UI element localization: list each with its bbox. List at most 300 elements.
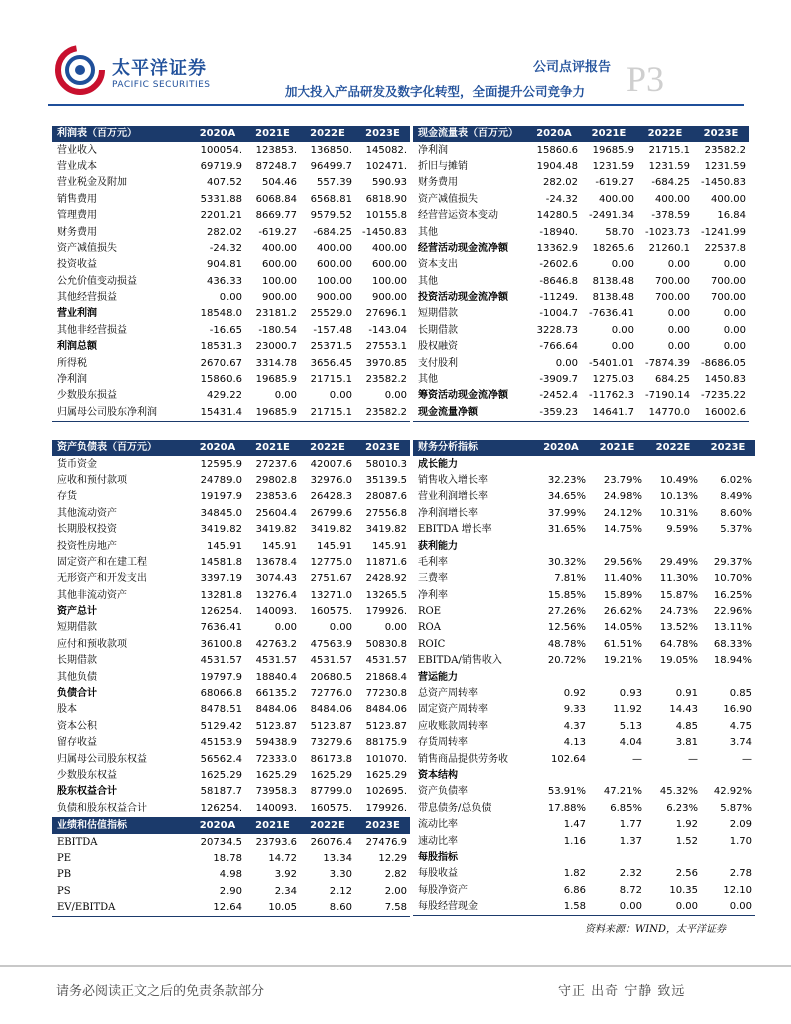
cell-value: 1.92 bbox=[675, 819, 698, 831]
cell-value: 14.75% bbox=[603, 524, 642, 536]
cell-value: 5.87% bbox=[720, 802, 752, 814]
cell-value: 15860.6 bbox=[536, 144, 578, 156]
row-label: EBITDA bbox=[57, 836, 98, 848]
row-label: 归属母公司股东净利润 bbox=[52, 405, 190, 422]
cell-value: 0.00 bbox=[667, 324, 690, 336]
cell-value: 0.85 bbox=[729, 688, 752, 700]
table-row bbox=[52, 274, 410, 290]
income-statement-table bbox=[52, 126, 410, 422]
cell-value: 23853.6 bbox=[255, 491, 297, 503]
table-row bbox=[413, 192, 749, 208]
cell-value: -1450.83 bbox=[362, 226, 407, 238]
cell-value: 12.56% bbox=[547, 622, 586, 634]
row-label: 销售收入增长率 bbox=[418, 474, 488, 486]
table-title: 财务分析指标 bbox=[413, 440, 533, 456]
cell-value: 2751.67 bbox=[310, 573, 352, 585]
column-header: 2020A bbox=[527, 126, 581, 142]
column-header: 2021E bbox=[245, 818, 300, 834]
cell-value: 16.90 bbox=[723, 704, 752, 716]
table-row bbox=[413, 850, 755, 866]
cell-value: 58010.3 bbox=[365, 458, 407, 470]
cell-value: 1450.83 bbox=[704, 374, 746, 386]
cell-value bbox=[589, 850, 645, 866]
table-header-row bbox=[52, 818, 410, 834]
row-label: 每股指标 bbox=[418, 851, 458, 863]
cell-value: 6568.81 bbox=[310, 193, 352, 205]
cell-value: 6.86 bbox=[563, 884, 586, 896]
table-row bbox=[413, 175, 749, 191]
cell-value: 2.34 bbox=[274, 885, 297, 897]
table-row bbox=[52, 637, 410, 653]
column-header: 2022E bbox=[637, 126, 693, 142]
cell-value: 29802.8 bbox=[255, 474, 297, 486]
cell-value: 24.98% bbox=[603, 491, 642, 503]
row-label: 财务费用 bbox=[418, 177, 458, 189]
row-label: 净利润 bbox=[57, 374, 87, 386]
table-row bbox=[52, 142, 410, 158]
cell-value: 4531.57 bbox=[200, 655, 242, 667]
row-label: 带息债务/总负债 bbox=[418, 802, 492, 814]
row-label: 长期借款 bbox=[57, 655, 97, 667]
table-row bbox=[52, 604, 410, 620]
cell-value: 45.32% bbox=[659, 786, 698, 798]
cell-value: 100.00 bbox=[372, 275, 407, 287]
cell-value: 282.02 bbox=[543, 177, 578, 189]
cell-value: 0.93 bbox=[619, 688, 642, 700]
cell-value: 1275.03 bbox=[592, 374, 634, 386]
cell-value: 10.49% bbox=[659, 474, 698, 486]
cell-value: 14641.7 bbox=[581, 405, 637, 422]
cell-value: 68.33% bbox=[713, 638, 752, 650]
table-row bbox=[413, 405, 749, 422]
table-row bbox=[52, 506, 410, 522]
table-row bbox=[413, 604, 755, 620]
row-label: 速动比率 bbox=[418, 835, 458, 847]
cell-value bbox=[589, 768, 645, 784]
cell-value: -18940. bbox=[539, 226, 578, 238]
cell-value: 400.00 bbox=[599, 193, 634, 205]
cell-value: 0.00 bbox=[384, 390, 407, 402]
table-row bbox=[52, 784, 410, 800]
row-label: 资产总计 bbox=[57, 606, 97, 618]
cell-value: 16002.6 bbox=[693, 405, 749, 422]
table-row bbox=[413, 159, 749, 175]
cell-value: 0.00 bbox=[723, 308, 746, 320]
cell-value: — bbox=[632, 753, 642, 765]
table-row bbox=[52, 735, 410, 751]
cell-value: 8.60 bbox=[300, 900, 355, 917]
cell-value: 24.73% bbox=[659, 606, 698, 618]
table-header-row bbox=[52, 126, 410, 142]
table-row bbox=[52, 900, 410, 917]
cell-value: 13.52% bbox=[659, 622, 698, 634]
cell-value: -157.48 bbox=[313, 324, 352, 336]
cell-value: 10.05 bbox=[245, 900, 300, 917]
cell-value: 700.00 bbox=[655, 275, 690, 287]
table-row bbox=[413, 290, 749, 306]
table-title: 现金流量表（百万元） bbox=[413, 126, 527, 142]
cell-value: 0.00 bbox=[611, 324, 634, 336]
cell-value bbox=[533, 669, 589, 685]
cell-value: -24.32 bbox=[545, 193, 578, 205]
row-label: 净利润 bbox=[418, 144, 448, 156]
cell-value: -5401.01 bbox=[589, 357, 634, 369]
company-logo bbox=[52, 42, 252, 102]
table-row bbox=[52, 159, 410, 175]
cell-value: 26799.6 bbox=[310, 507, 352, 519]
cell-value: 1.37 bbox=[619, 835, 642, 847]
table-title: 利润表（百万元） bbox=[52, 126, 190, 142]
row-label: EBITDA 增长率 bbox=[418, 524, 492, 536]
table-row bbox=[413, 768, 755, 784]
cell-value: 123853. bbox=[255, 144, 297, 156]
row-label: 成长能力 bbox=[418, 458, 458, 470]
table-row bbox=[413, 274, 749, 290]
row-label: 投资活动现金流净额 bbox=[418, 292, 508, 304]
table-row bbox=[413, 801, 755, 817]
cell-value: 64.78% bbox=[659, 638, 698, 650]
cell-value: 160575. bbox=[300, 801, 355, 818]
cell-value: -619.27 bbox=[258, 226, 297, 238]
header-divider bbox=[48, 104, 744, 106]
cell-value: 3.30 bbox=[329, 869, 352, 881]
cell-value: 1625.29 bbox=[200, 770, 242, 781]
cell-value: 27696.1 bbox=[365, 308, 407, 320]
row-label: 其他经营损益 bbox=[57, 292, 117, 304]
valuation-metrics-table bbox=[52, 818, 410, 917]
cell-value: 25604.4 bbox=[255, 507, 297, 519]
cell-value: 160575. bbox=[310, 606, 352, 618]
row-label: 资产减值损失 bbox=[418, 193, 478, 205]
cell-value: 11.30% bbox=[659, 573, 698, 585]
cell-value bbox=[533, 538, 589, 554]
data-source-note: 资料来源：WIND，太平洋证券 bbox=[585, 924, 726, 935]
cell-value: 48.78% bbox=[547, 638, 586, 650]
cell-value: 27237.6 bbox=[255, 458, 297, 470]
cell-value: 21715.1 bbox=[310, 374, 352, 386]
row-label: 利润总额 bbox=[57, 341, 97, 353]
row-label: 存货 bbox=[57, 491, 77, 503]
row-label: 其他非流动资产 bbox=[57, 589, 127, 601]
table-row bbox=[413, 702, 755, 718]
cell-value: 102695. bbox=[365, 786, 407, 798]
table-row bbox=[52, 653, 410, 669]
cell-value: 100054. bbox=[200, 144, 242, 156]
cell-value: -8686.05 bbox=[701, 357, 746, 369]
company-motto: 守正 出奇 宁静 致远 bbox=[558, 984, 686, 999]
cell-value: 96499.7 bbox=[310, 160, 352, 172]
cell-value: 1904.48 bbox=[536, 160, 578, 172]
table-row bbox=[52, 224, 410, 240]
cell-value: 6.23% bbox=[666, 802, 698, 814]
table-row bbox=[413, 506, 755, 522]
cell-value: 0.00 bbox=[723, 259, 746, 271]
row-label: 负债和股东权益合计 bbox=[52, 801, 190, 818]
cell-value: 900.00 bbox=[372, 292, 407, 304]
cell-value: 15431.4 bbox=[190, 405, 245, 422]
table-row bbox=[413, 784, 755, 800]
cell-value: 1.47 bbox=[563, 819, 586, 831]
table-row bbox=[52, 405, 410, 422]
cell-value: -1241.99 bbox=[701, 226, 746, 238]
row-label: 营业收入 bbox=[57, 144, 97, 156]
row-label: 资本支出 bbox=[418, 259, 458, 271]
cell-value: 37.99% bbox=[547, 507, 586, 519]
cell-value: 900.00 bbox=[317, 292, 352, 304]
row-label: 长期股权投资 bbox=[57, 524, 117, 536]
cell-value: 6818.90 bbox=[365, 193, 407, 205]
cell-value: -619.27 bbox=[595, 177, 634, 189]
cell-value: 21715.1 bbox=[648, 144, 690, 156]
row-label: 其他负债 bbox=[57, 671, 97, 683]
cell-value: -7636.41 bbox=[589, 308, 634, 320]
cell-value: 3419.82 bbox=[200, 524, 242, 536]
cell-value bbox=[645, 669, 701, 685]
cell-value bbox=[533, 456, 589, 472]
cell-value: 13271.0 bbox=[310, 589, 352, 601]
cell-value: 0.91 bbox=[675, 688, 698, 700]
cell-value: 684.25 bbox=[655, 374, 690, 386]
row-label: 经营营运资本变动 bbox=[418, 210, 498, 222]
cell-value: 1.52 bbox=[675, 835, 698, 847]
table-row bbox=[413, 208, 749, 224]
row-label: 三费率 bbox=[418, 573, 448, 585]
cell-value: 0.00 bbox=[555, 357, 578, 369]
disclaimer-note: 请务必阅读正文之后的免责条款部分 bbox=[56, 984, 265, 999]
column-header: 2022E bbox=[300, 126, 355, 142]
table-header-row bbox=[413, 440, 755, 456]
cell-value: 19.05% bbox=[659, 655, 698, 667]
table-row bbox=[413, 372, 749, 388]
cell-value: — bbox=[688, 753, 698, 765]
cell-value: -1004.7 bbox=[539, 308, 578, 320]
cell-value: 34845.0 bbox=[200, 507, 242, 519]
row-label: 经营活动现金流净额 bbox=[418, 242, 508, 254]
cell-value: 429.22 bbox=[207, 390, 242, 402]
cell-value: 59438.9 bbox=[255, 737, 297, 749]
cell-value: -1023.73 bbox=[645, 226, 690, 238]
table-row bbox=[413, 735, 755, 751]
row-label: 存货周转率 bbox=[418, 737, 468, 749]
cell-value bbox=[645, 850, 701, 866]
cell-value: 69719.9 bbox=[200, 160, 242, 172]
cell-value: 8484.06 bbox=[310, 704, 352, 716]
cell-value: -180.54 bbox=[258, 324, 297, 336]
cell-value: 1.77 bbox=[619, 819, 642, 831]
cell-value: -766.64 bbox=[539, 341, 578, 353]
cell-value: 25371.5 bbox=[310, 341, 352, 353]
row-label: 现金流量净额 bbox=[413, 405, 527, 422]
row-label: ROE bbox=[418, 606, 442, 618]
row-label: 短期借款 bbox=[418, 308, 458, 320]
cell-value: 179926. bbox=[365, 606, 407, 618]
cell-value: -11249. bbox=[539, 292, 578, 304]
row-label: 所得税 bbox=[57, 357, 87, 369]
cell-value: 6068.84 bbox=[255, 193, 297, 205]
table-row bbox=[52, 620, 410, 636]
cell-value: 700.00 bbox=[655, 292, 690, 304]
cell-value bbox=[701, 538, 755, 554]
cell-value: 4.98 bbox=[219, 869, 242, 881]
row-label: 资产负债率 bbox=[418, 786, 468, 798]
row-label: 留存收益 bbox=[57, 737, 97, 749]
cell-value bbox=[589, 538, 645, 554]
table-row bbox=[52, 323, 410, 339]
cell-value bbox=[533, 850, 589, 866]
cell-value bbox=[645, 538, 701, 554]
table-row bbox=[413, 142, 749, 158]
table-row bbox=[52, 192, 410, 208]
cell-value: 1231.59 bbox=[704, 160, 746, 172]
row-label: 销售商品提供劳务收 bbox=[418, 753, 508, 765]
cell-value: 140093. bbox=[245, 801, 300, 818]
table-row bbox=[413, 473, 755, 489]
cell-value: 45153.9 bbox=[200, 737, 242, 749]
cell-value: -24.32 bbox=[209, 242, 242, 254]
cell-value: 86173.8 bbox=[310, 753, 352, 765]
cell-value: 0.92 bbox=[563, 688, 586, 700]
table-title: 业绩和估值指标 bbox=[52, 818, 190, 834]
table-row bbox=[413, 571, 755, 587]
cell-value: 1625.29 bbox=[310, 770, 352, 781]
row-label: 获利能力 bbox=[418, 540, 458, 552]
cell-value: 21868.4 bbox=[365, 671, 407, 683]
cell-value: 23000.7 bbox=[255, 341, 297, 353]
cell-value: 18840.4 bbox=[255, 671, 297, 683]
cell-value: 14.05% bbox=[603, 622, 642, 634]
table-row bbox=[52, 669, 410, 685]
cell-value: 58.70 bbox=[605, 226, 634, 238]
row-label: 货币资金 bbox=[57, 458, 97, 470]
cell-value: 5129.42 bbox=[200, 720, 242, 732]
cell-value: 0.00 bbox=[701, 899, 755, 916]
cell-value bbox=[701, 850, 755, 866]
cell-value: -2491.34 bbox=[589, 210, 634, 222]
cell-value: 0.00 bbox=[723, 341, 746, 353]
column-header: 2020A bbox=[190, 440, 245, 456]
cell-value: 8478.51 bbox=[200, 704, 242, 716]
cell-value bbox=[645, 768, 701, 784]
table-row bbox=[52, 686, 410, 702]
row-label: 营业税金及附加 bbox=[57, 177, 127, 189]
table-row bbox=[52, 241, 410, 257]
cell-value: -684.25 bbox=[651, 177, 690, 189]
cell-value: 26428.3 bbox=[310, 491, 352, 503]
cell-value: 8.60% bbox=[720, 507, 752, 519]
cell-value: 19197.9 bbox=[200, 491, 242, 503]
cell-value: 31.65% bbox=[547, 524, 586, 536]
row-label: 流动比率 bbox=[418, 819, 458, 831]
row-label: 固定资产和在建工程 bbox=[57, 556, 147, 568]
row-label: 毛利率 bbox=[418, 556, 448, 568]
column-header: 2022E bbox=[300, 440, 355, 456]
cell-value: 100.00 bbox=[317, 275, 352, 287]
row-label: EV/EBITDA bbox=[52, 900, 190, 917]
row-label: 股本 bbox=[57, 704, 77, 716]
cell-value bbox=[701, 456, 755, 472]
table-row bbox=[52, 719, 410, 735]
row-label: 支付股利 bbox=[418, 357, 458, 369]
cell-value: 400.00 bbox=[317, 242, 352, 254]
cell-value: 10.70% bbox=[713, 573, 752, 585]
cell-value: 0.00 bbox=[645, 899, 701, 916]
table-row bbox=[413, 555, 755, 571]
row-label: 营业利润 bbox=[57, 308, 97, 320]
row-label: 应收账款周转率 bbox=[418, 720, 488, 732]
cell-value: 0.00 bbox=[329, 622, 352, 634]
table-row bbox=[413, 833, 755, 849]
cell-value bbox=[701, 768, 755, 784]
cell-value: 100.00 bbox=[262, 275, 297, 287]
cell-value: 282.02 bbox=[207, 226, 242, 238]
cell-value: 11.92 bbox=[613, 704, 642, 716]
cell-value: 140093. bbox=[255, 606, 297, 618]
cell-value: 8.49% bbox=[720, 491, 752, 503]
cell-value: 4531.57 bbox=[365, 655, 407, 667]
cell-value: 24789.0 bbox=[200, 474, 242, 486]
column-header: 2023E bbox=[701, 440, 755, 456]
page-number: P3 bbox=[626, 59, 665, 99]
cell-value: 12.10 bbox=[723, 884, 752, 896]
cell-value: 8484.06 bbox=[255, 704, 297, 716]
cell-value: 47563.9 bbox=[310, 638, 352, 650]
cell-value: 504.46 bbox=[262, 177, 297, 189]
table-row bbox=[52, 388, 410, 404]
table-row bbox=[413, 620, 755, 636]
table-row bbox=[52, 257, 410, 273]
column-header: 2021E bbox=[589, 440, 645, 456]
row-label: PE bbox=[57, 852, 72, 864]
cell-value: 2.32 bbox=[619, 868, 642, 880]
cell-value: 7.81% bbox=[554, 573, 586, 585]
cell-value: 17.88% bbox=[547, 802, 586, 814]
table-row bbox=[52, 339, 410, 355]
cell-value: 88175.9 bbox=[365, 737, 407, 749]
row-label: 其他非经营损益 bbox=[57, 324, 127, 336]
row-label: 销售费用 bbox=[57, 193, 97, 205]
table-row bbox=[413, 489, 755, 505]
cell-value: 13.11% bbox=[713, 622, 752, 634]
row-label: 资本结构 bbox=[418, 770, 458, 781]
cell-value: -1450.83 bbox=[701, 177, 746, 189]
cell-value: -3909.7 bbox=[539, 374, 578, 386]
table-row bbox=[413, 669, 755, 685]
cell-value: 0.00 bbox=[274, 390, 297, 402]
cell-value: -7235.22 bbox=[701, 390, 746, 402]
cell-value: 22537.8 bbox=[704, 242, 746, 254]
cell-value bbox=[589, 669, 645, 685]
cell-value: 3656.45 bbox=[310, 357, 352, 369]
row-label: 其他 bbox=[418, 374, 438, 386]
table-row bbox=[52, 290, 410, 306]
cell-value: 145.91 bbox=[207, 540, 242, 552]
table-row bbox=[413, 751, 755, 767]
table-row bbox=[52, 208, 410, 224]
table-row bbox=[413, 653, 755, 669]
cell-value: 53.91% bbox=[547, 786, 586, 798]
column-header: 2021E bbox=[245, 126, 300, 142]
cell-value: 5123.87 bbox=[255, 720, 297, 732]
cell-value: 15.89% bbox=[603, 589, 642, 601]
cell-value bbox=[589, 456, 645, 472]
cell-value: 126254. bbox=[190, 801, 245, 818]
cell-value: 1625.29 bbox=[255, 770, 297, 781]
cell-value: 7636.41 bbox=[200, 622, 242, 634]
cell-value: 47.21% bbox=[603, 786, 642, 798]
cell-value: 600.00 bbox=[262, 259, 297, 271]
cell-value: 5123.87 bbox=[310, 720, 352, 732]
cell-value: 904.81 bbox=[207, 259, 242, 271]
